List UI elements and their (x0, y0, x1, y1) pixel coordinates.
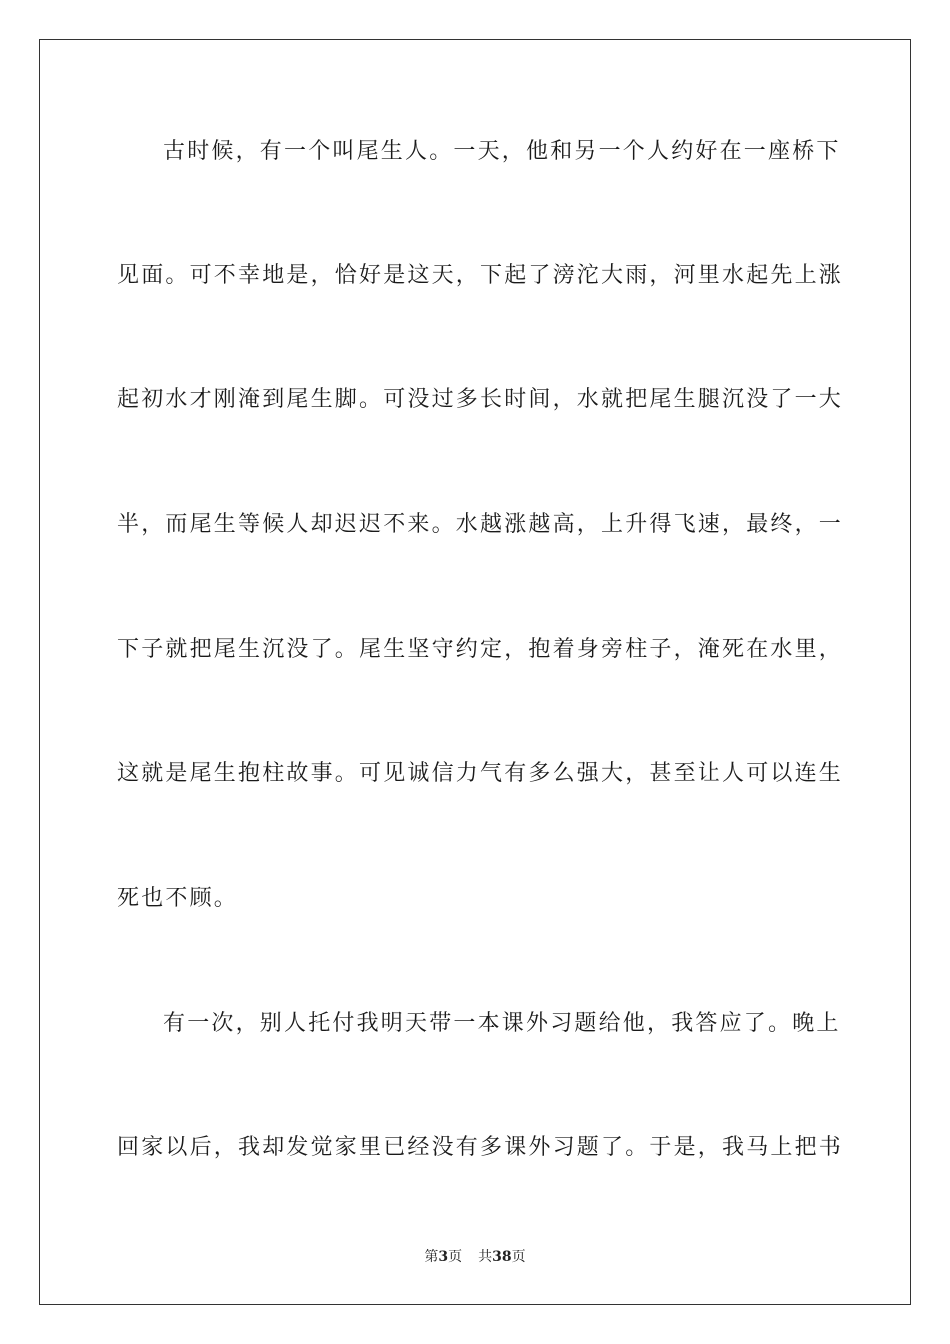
footer-page-prefix: 第 (424, 1249, 439, 1265)
footer-total-prefix: 共 (478, 1249, 493, 1265)
paragraph-1-line-1: 古时候，有一个叫尾生人。一天，他和另一个人约好在一座桥下 (163, 139, 841, 164)
paragraph-1-line-4: 半，而尾生等候人却迟迟不来。水越涨越高，上升得飞速，最终，一 (117, 512, 844, 537)
footer-total-pages: 38 (492, 1249, 512, 1265)
paragraph-2-line-2: 回家以后，我却发觉家里已经没有多课外习题了。于是，我马上把书 (117, 1135, 844, 1160)
paragraph-2-line-1: 有一次，别人托付我明天带一本课外习题给他，我答应了。晚上 (163, 1011, 841, 1036)
footer-total-suffix: 页 (511, 1249, 526, 1265)
page-footer (0, 1246, 950, 1266)
page-border (39, 39, 911, 1305)
paragraph-1-line-5: 下子就把尾生沉没了。尾生坚守约定，抱着身旁柱子，淹死在水里， (117, 637, 844, 662)
paragraph-1-line-2: 见面。可不幸地是，恰好是这天，下起了滂沱大雨，河里水起先上涨 (117, 263, 844, 288)
paragraph-1-line-7: 死也不顾。 (117, 886, 239, 911)
paragraph-1-line-3: 起初水才刚淹到尾生脚。可没过多长时间，水就把尾生腿沉没了一大 (117, 387, 844, 412)
footer-page-number: 3 (438, 1249, 449, 1265)
paragraph-1-line-6: 这就是尾生抱柱故事。可见诚信力气有多么强大，甚至让人可以连生 (117, 761, 844, 786)
footer-page-suffix: 页 (448, 1249, 463, 1265)
